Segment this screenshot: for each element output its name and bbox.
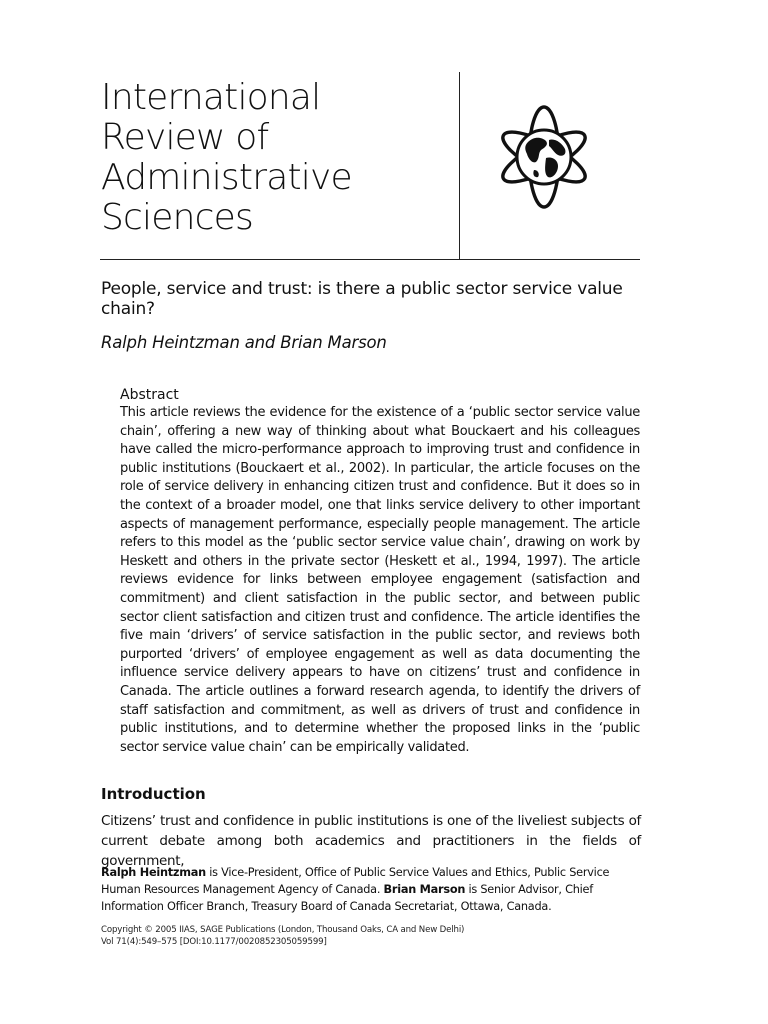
- author-footnote: [101, 864, 641, 915]
- introduction-heading: Introduction: [101, 785, 206, 803]
- journal-title: [101, 78, 451, 238]
- article-title: People, service and trust: is there a public sector service value chain?: [101, 279, 623, 319]
- footnote-author-affiliation: is Senior Advisor, Chief Information Officer Branch, Treasury Board of Canada Secretariat, Ottawa, Canada.: [101, 883, 593, 913]
- copyright-line: Copyright © 2005 IIAS, SAGE Publications (London, Thousand Oaks, CA and New Delhi): [101, 925, 465, 935]
- journal-title-line: International: [101, 77, 321, 118]
- introduction-text: Citizens’ trust and confidence in public institutions is one of the liveliest subjects of current debate among both academics and practitioners in the fields of government,: [101, 813, 641, 869]
- footnote-author-affiliation: is Vice-President, Office of Public Service Values and Ethics, Public Service Human Resources Management Agency of Canada.: [101, 866, 610, 896]
- horizontal-divider: [100, 259, 640, 260]
- footnote-author-name: Ralph Heintzman: [101, 866, 206, 879]
- journal-title-line: Sciences: [101, 197, 253, 238]
- journal-title-line: Administrative: [101, 157, 352, 198]
- footnote-author-name: Brian Marson: [383, 883, 466, 896]
- copyright-notice: [101, 924, 641, 948]
- doi-line: Vol 71(4):549–575 [DOI:10.1177/0020852305059599]: [101, 937, 327, 947]
- globe-atom-icon: [494, 100, 594, 210]
- abstract-text: This article reviews the evidence for the existence of a ‘public sector service value chain’, offering a new way of thinking about what Bouckaert and his colleagues have called the micro-performance approach to improving trust and confidence in public institutions (Bouckaert et al., 2002). In particular, the article focuses on the role of service delivery in enhancing citizen trust and confidence. But it does so in the context of a broader model, one that links service delivery to other important aspects of management performance, especially people management. The article refers to this model as the ‘public sector service value chain’, drawing on work by Heskett and others in the private sector (Heskett et al., 1994, 1997). The article reviews evidence for links between employee engagement (satisfaction and commitment) and client satisfaction in the public sector, and between public sector client satisfaction and citizen trust and confidence. The article identifies the five main ‘drivers’ of service satisfaction in the public sector, and reviews both purported ‘drivers’ of employee engagement as well as data documenting the influence service delivery appears to have on citizens’ trust and confidence in Canada. The article outlines a forward research agenda, to identify the drivers of staff satisfaction and commitment, as well as drivers of trust and confidence in public institutions, and to determine whether the proposed links in the ‘public sector service value chain’ can be empirically validated.: [120, 405, 640, 755]
- abstract-heading: Abstract: [120, 387, 179, 403]
- vertical-divider: [459, 72, 460, 260]
- journal-title-line: Review of: [101, 117, 269, 158]
- article-authors: Ralph Heintzman and Brian Marson: [101, 333, 387, 352]
